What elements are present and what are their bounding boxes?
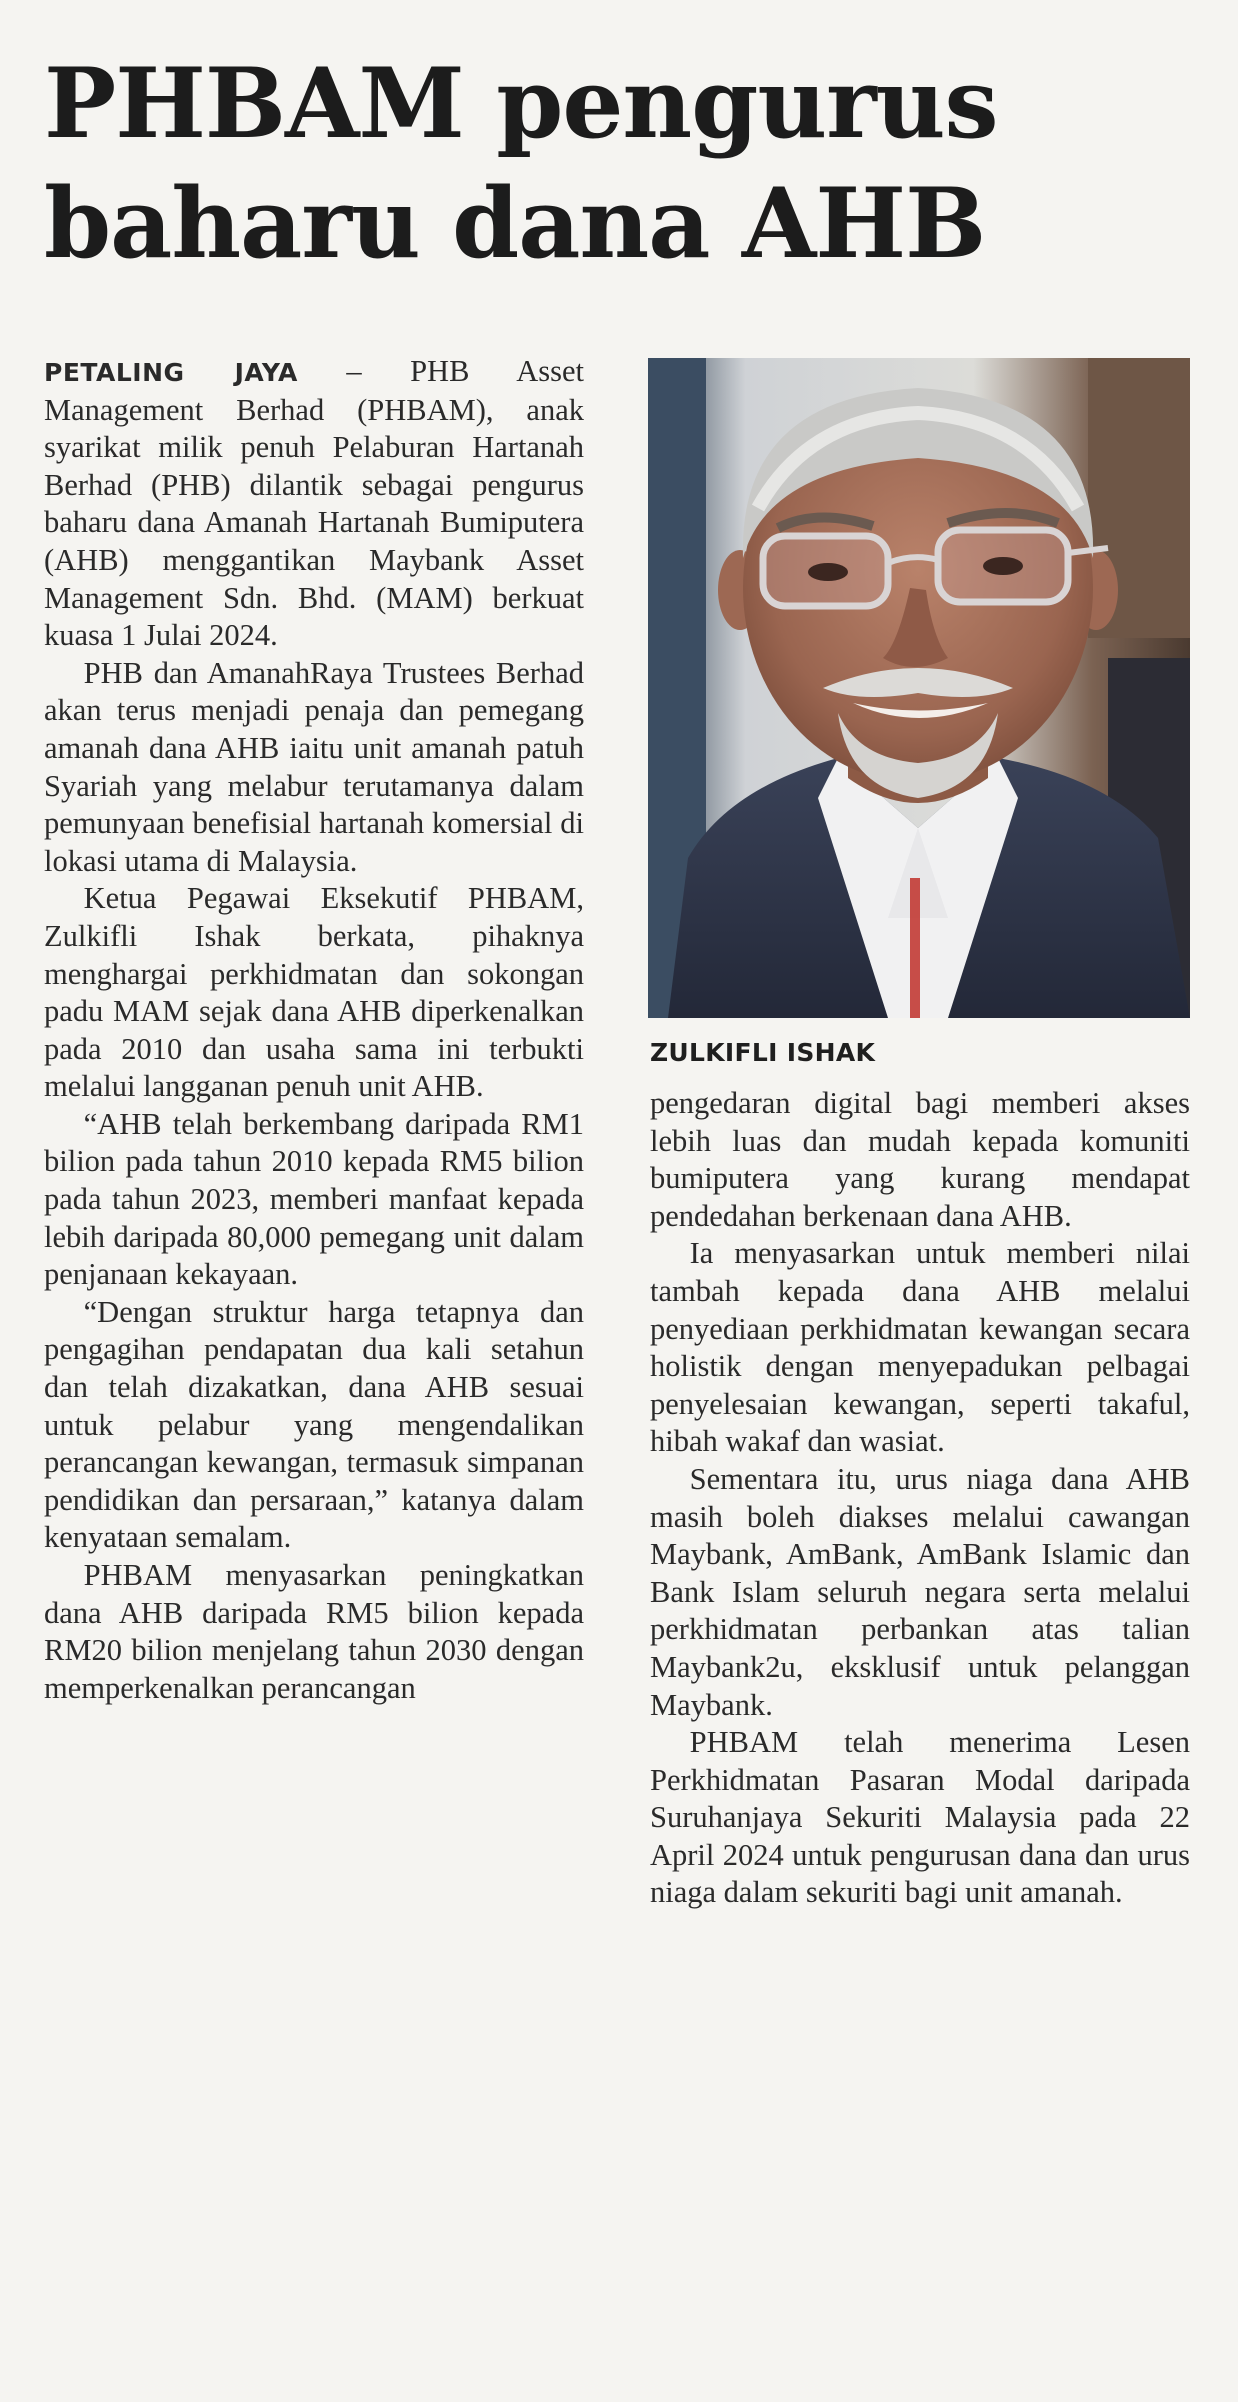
article-paragraph: “AHB telah berkembang daripada RM1 bilion pada tahun 2010 kepada RM5 bilion pada tahun 2023, memberi manfaat kepada lebih daripada 80,000 pemegang unit dalam penjanaan kekayaan. bbox=[44, 1106, 584, 1292]
article-column-2 bbox=[650, 1085, 1190, 1912]
paragraph-text: PHB Asset Management Berhad (PHBAM), anak syarikat milik penuh Pelaburan Hartanah Berhad (PHB) dilantik sebagai pengurus baharu dana Amanah Hartanah Bumiputera (AHB) menggantikan Maybank Asset Management Sdn. Bhd. (MAM) berkuat kuasa 1 Julai 2024. bbox=[44, 354, 584, 653]
article-paragraph: Ketua Pegawai Eksekutif PHBAM, Zulkifli Ishak berkata, pihaknya menghargai perkhidmatan dan sokongan padu MAM sejak dana AHB diperkenalkan pada 2010 dan usaha sama ini terbukti melalui langganan penuh unit AHB. bbox=[44, 881, 584, 1104]
article-paragraph: Ia menyasarkan untuk memberi nilai tambah kepada dana AHB melalui penyediaan perkhidmatan kewangan secara holistik dengan menyepadukan pelbagai penyelesaian kewangan, seperti takaful, hibah wakaf dan wasiat. bbox=[650, 1236, 1190, 1459]
dateline-separator: – bbox=[297, 354, 411, 388]
headline bbox=[44, 44, 1194, 284]
article-paragraph: Sementara itu, urus niaga dana AHB masih boleh diakses melalui cawangan Maybank, AmBank, AmBank Islamic dan Bank Islam seluruh negara serta melalui perkhidmatan perbankan atas talian Maybank2u, eksklusif untuk pelanggan Maybank. bbox=[650, 1461, 1190, 1722]
headline-line-1: PHBAM pengurus bbox=[44, 47, 998, 160]
article-paragraph: PHBAM menyasarkan peningkatkan dana AHB daripada RM5 bilion kepada RM20 bilion menjelang tahun 2030 dengan memperkenalkan perancangan bbox=[44, 1558, 584, 1705]
article-paragraph: “Dengan struktur harga tetapnya dan pengagihan pendapatan dua kali setahun dan telah dizakatkan, dana AHB sesuai untuk pelabur yang mengendalikan perancangan kewangan, termasuk simpanan pendidikan dan persaraan,” katanya dalam kenyataan semalam. bbox=[44, 1294, 584, 1555]
article-paragraph: PHB dan AmanahRaya Trustees Berhad akan terus menjadi penaja dan pemegang amanah dana AHB iaitu unit amanah patuh Syariah yang melabur terutamanya dalam pemunyaan benefisial hartanah komersial di lokasi utama di Malaysia. bbox=[44, 655, 584, 878]
portrait-photo bbox=[648, 358, 1190, 1018]
headline-line-2: baharu dana AHB bbox=[44, 167, 986, 280]
article-paragraph bbox=[44, 353, 584, 655]
dateline: PETALING JAYA bbox=[44, 358, 298, 387]
article-column-1 bbox=[44, 353, 584, 1707]
photo-caption: ZULKIFLI ISHAK bbox=[650, 1038, 876, 1067]
article-paragraph: PHBAM telah menerima Lesen Perkhidmatan Pasaran Modal daripada Suruhanjaya Sekuriti Malaysia pada 22 April 2024 untuk pengurusan dana dan urus niaga dalam sekuriti bagi unit amanah. bbox=[650, 1725, 1190, 1910]
article-paragraph: pengedaran digital bagi memberi akses lebih luas dan mudah kepada komuniti bumiputera yang kurang mendapat pendedahan berkenaan dana AHB. bbox=[650, 1086, 1190, 1233]
